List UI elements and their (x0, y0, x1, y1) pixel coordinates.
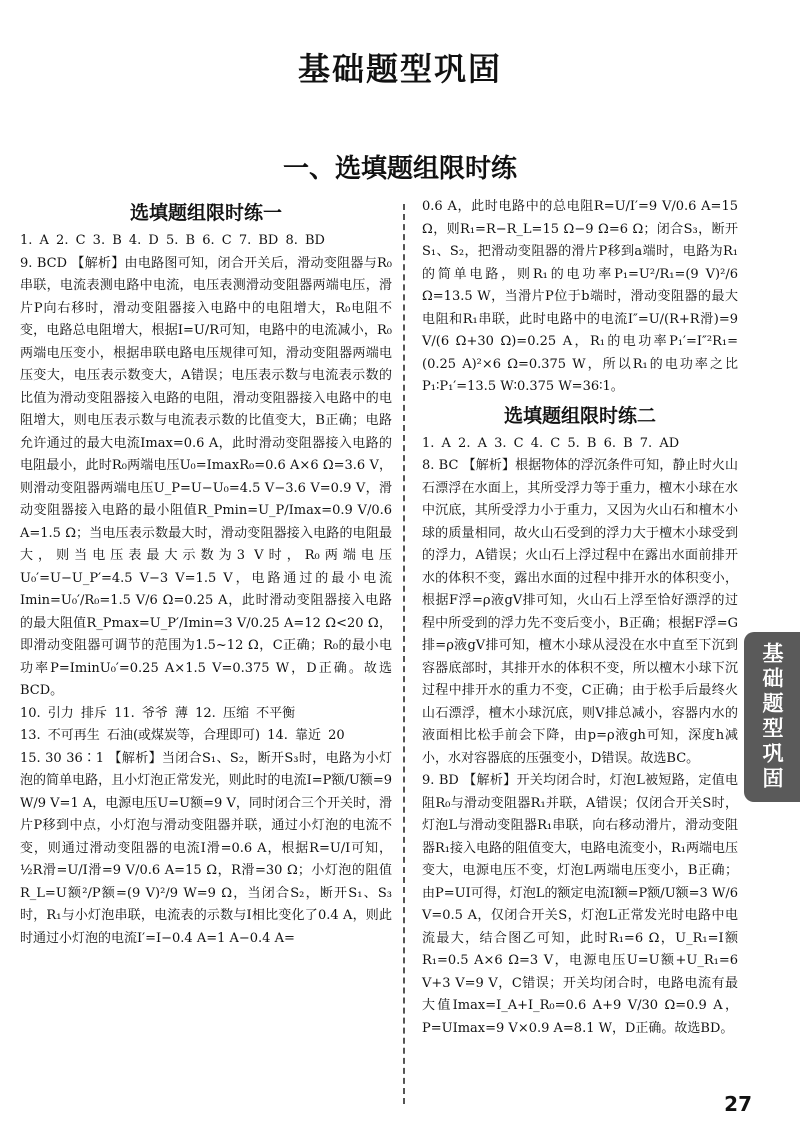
practice2-q9: 9. BD 【解析】开关均闭合时，灯泡L被短路，定值电阻R₀与滑动变阻器R₁并联，A错误；仅闭合开关S时，灯泡L与滑动变阻器R₁串联，向右移动滑片，滑动变阻器R₁接入电路的阻值变大，电路电流变小，R₁两端电压变大，电源电压不变，灯泡L两端电压变小，B正确；由P=UI可得，灯泡L的额定电流I额=P额/U额=3 W/6 V=0.5 A，仅闭合开关S，灯泡L正常发光时电路中电流最大，结合图乙可知，此时R₁=6 Ω，U_R₁=I额R₁=0.5 A×6 Ω=3 V，电源电压U=U额+U_R₁=6 V+3 V=9 V，C错误；开关均闭合时，电路电流有最大值Imax=I_A+I_R₀=0.6 A+9 V/30 Ω=0.9 A，P=UImax=9 V×0.9 A=8.1 W，D正确。故选BD。 (422, 773, 738, 1036)
practice2-heading: 选填题组限时练二 (503, 404, 656, 427)
practice1-q9: 9. BCD 【解析】由电路图可知，闭合开关后，滑动变阻器与R₀串联，电流表测电路中电流，电压表测滑动变阻器两端电压，滑片P向右移时，滑动变阻器接入电路中的电阻增大，R₀电阻不变，电路总电阻增大，根据I=U/R可知，电路中的电流减小，R₀两端电压变小，根据串联电路电压规律可知，滑动变阻器两端电压变大，电压表示数变大，A错误；电压表示数与电流表示数的比值为滑动变阻器接入电路的电阻，滑动变阻器接入电路中的电阻增大，则电压表示数与电流表示数的比值变大，B正确；电路允许通过的最大电流Imax=0.6 A，此时滑动变阻器接入电路的电阻最小，此时R₀两端电压U₀=ImaxR₀=0.6 A×6 Ω=3.6 V，则滑动变阻器两端电压U_P=U−U₀=4.5 V−3.6 V=0.9 V，滑动变阻器接入电路的最小阻值R_Pmin=U_P/Imax=0.9 V/0.6 A=1.5 Ω；当电压表示数最大时，滑动变阻器接入电路的电阻最大，则当电压表最大示数为3 V时，R₀两端电压U₀′=U−U_P′=4.5 V−3 V=1.5 V，电路通过的最小电流Imin=U₀′/R₀=1.5 V/6 Ω=0.25 A，此时滑动变阻器接入电路的最大阻值R_Pmax=U_P′/Imin=3 V/0.25 A=12 Ω<20 Ω，即滑动变阻器可调节的范围为1.5~12 Ω，C正确；R₀的最小电功率P=IminU₀′=0.25 A×1.5 V=0.375 W，D正确。故选BCD。 (20, 255, 392, 698)
left-column (20, 196, 392, 950)
section-title: 一、选填题组限时练 (282, 154, 517, 184)
practice1-fill-10-12: 10. 引力 排斥 11. 爷爷 薄 12. 压缩 不平衡 (20, 705, 296, 721)
practice1-answers-1-8: 1. A 2. C 3. B 4. D 5. B 6. C 7. BD 8. BD (20, 233, 325, 248)
column-divider (403, 204, 405, 1104)
practice2-q8: 8. BC 【解析】根据物体的浮沉条件可知，静止时火山石漂浮在水面上，其所受浮力等于重力，檀木小球在水中沉底，其所受浮力小于重力，又因为火山石和檀木小球的质量相同，故火山石受到的浮力大于檀木小球受到的浮力，A错误；火山石上浮过程中在露出水面前排开水的体积不变，露出水面的过程中排开水的体积变小，根据F浮=ρ液gV排可知，火山石上浮至恰好漂浮的过程中所受到的浮力先不变后变小，B正确；根据F浮=G排=ρ液gV排可知，檀木小球从浸没在水中直至下沉到容器底部时，其排开水的体积不变，所以檀木小球下沉过程中排开水的重力不变，C正确；由于松手后最终火山石漂浮，檀木小球沉底，则V排总减小，容器内水的液面相比松手前会下降，由p=ρ液gh可知，深度h减小，水对容器底的压强变小，D错误。故选BC。 (422, 458, 738, 766)
practice1-q15: 15. 30 36∶1 【解析】当闭合S₁、S₂，断开S₃时，电路为小灯泡的简单电路，且小灯泡正常发光，则此时的电流I=P额/U额=9 W/9 V=1 A，电源电压U=U额=9 V，同时闭合三个开关时，滑片P移到中点，小灯泡与滑动变阻器并联，通过小灯泡的电流不变，则通过滑动变阻器的电流I滑=0.6 A，根据R=U/I可知，½R滑=U/I滑=9 V/0.6 A=15 Ω，R滑=30 Ω；小灯泡的阻值R_L=U额²/P额=(9 V)²/9 W=9 Ω，当闭合S₂，断开S₁、S₃时，R₁与小灯泡串联，电流表的示数与I相比变化了0.4 A，则此时通过小灯泡的电流I′=I−0.4 A=1 A−0.4 A= (20, 750, 392, 946)
page-number: 27 (724, 1092, 752, 1116)
side-tab (744, 632, 800, 802)
side-tab-label: 基础题型巩固 (760, 642, 784, 792)
practice1-heading: 选填题组限时练一 (129, 202, 282, 224)
right-column (422, 196, 738, 1040)
practice1-q15-continued: 0.6 A，此时电路中的总电阻R=U/I′=9 V/0.6 A=15 Ω，则R₁=R−R_L=15 Ω−9 Ω=6 Ω；闭合S₃，断开S₁、S₂，把滑动变阻器的滑片P移到a端时，电路为R₁的简单电路，则R₁的电功率P₁=U²/R₁=(9 V)²/6 Ω=13.5 W，当滑片P位于b端时，滑动变阻器的最大电阻和R₁串联，此时电路中的电流I″=U/(R+R滑)=9 V/(6 Ω+30 Ω)=0.25 A，R₁的电功率P₁′=I″²R₁=(0.25 A)²×6 Ω=0.375 W，所以R₁的电功率之比P₁∶P₁′=13.5 W∶0.375 W=36∶1。 (422, 199, 738, 394)
practice1-fill-13-14: 13. 不可再生 石油(或煤炭等，合理即可) 14. 靠近 20 (20, 728, 345, 743)
practice2-answers-1-7: 1. A 2. A 3. C 4. C 5. B 6. B 7. AD (422, 435, 680, 451)
page-title: 基础题型巩固 (297, 50, 502, 88)
